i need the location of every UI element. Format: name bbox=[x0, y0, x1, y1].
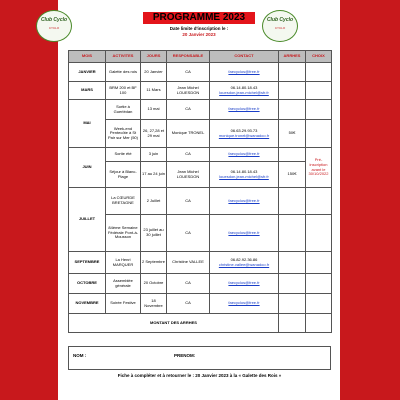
days-cell: 26, 27,28 et 29 mai bbox=[141, 120, 167, 148]
activity-cell: Sortie été bbox=[106, 148, 141, 162]
month-cell: JUIN bbox=[69, 148, 106, 188]
contact-cell bbox=[210, 63, 279, 82]
email-link[interactable]: louesdon.jean-michel@sfr.fr bbox=[219, 173, 269, 179]
table-row bbox=[69, 148, 332, 162]
responsible-cell: Jean Michel LOUESDON bbox=[167, 162, 210, 188]
email-link[interactable]: faecyclos@free.fr bbox=[228, 197, 260, 203]
contact-cell bbox=[210, 188, 279, 215]
responsible-cell: Jean Michel LOUESDON bbox=[167, 82, 210, 100]
phone-number: 06.14.80.18.43 bbox=[230, 84, 258, 90]
month-cell: JANVIER bbox=[69, 63, 106, 82]
contact-cell bbox=[210, 100, 279, 120]
club-logo-left bbox=[36, 10, 72, 42]
month-cell: OCTOBRE bbox=[69, 274, 106, 294]
table-row bbox=[69, 82, 332, 100]
logo-text: Club Cyclo bbox=[40, 17, 68, 23]
table-header bbox=[69, 51, 332, 63]
table-row bbox=[69, 274, 332, 294]
total-row bbox=[69, 314, 332, 333]
table-row bbox=[69, 188, 332, 215]
activity-cell: Galette des rois bbox=[106, 63, 141, 82]
table-row bbox=[69, 63, 332, 82]
table-row bbox=[69, 294, 332, 314]
phone-number: 06.82.92.36.86 bbox=[230, 256, 258, 262]
choix-note: Pré-inscription avant le 30/10/2022 bbox=[306, 148, 332, 188]
choix-input[interactable] bbox=[306, 120, 332, 148]
contact-cell bbox=[210, 294, 279, 314]
arrhes-input[interactable] bbox=[279, 188, 306, 215]
responsible-cell: CA bbox=[167, 274, 210, 294]
nom-label: NOM : bbox=[73, 353, 87, 358]
activity-cell: Week-end Pentecôte à St Pair sur Mer (50) bbox=[106, 120, 141, 148]
days-cell: 2 Juillet bbox=[141, 188, 167, 215]
arrhes-input[interactable] bbox=[279, 63, 306, 82]
header-arrhes: ARRHES bbox=[279, 51, 306, 63]
responsible-cell: Christine VALLEE bbox=[167, 252, 210, 274]
month-cell: SEPTEMBRE bbox=[69, 252, 106, 274]
activity-cell: La CŒURDE BRETAGNE bbox=[106, 188, 141, 215]
responsible-cell: CA bbox=[167, 294, 210, 314]
email-link[interactable]: louesdon.jean-michel@sfr.fr bbox=[219, 89, 269, 95]
activity-cell: La Henri MARQUER bbox=[106, 252, 141, 274]
email-link[interactable]: faecyclos@free.fr bbox=[228, 280, 260, 286]
logo-subtext: CYCLO bbox=[274, 26, 286, 30]
days-cell: 23 juillet au 30 juillet bbox=[141, 215, 167, 252]
total-choix-input[interactable] bbox=[306, 314, 332, 333]
activity-cell: Assemblée générale bbox=[106, 274, 141, 294]
contact-cell bbox=[210, 274, 279, 294]
table-row bbox=[69, 215, 332, 252]
header-jours: JOURS bbox=[141, 51, 167, 63]
responsible-cell: CA bbox=[167, 188, 210, 215]
days-cell: 20 Janvier bbox=[141, 63, 167, 82]
email-link[interactable]: faecyclos@free.fr bbox=[228, 68, 260, 74]
responsible-cell: CA bbox=[167, 148, 210, 162]
choix-input[interactable] bbox=[306, 82, 332, 100]
table-row bbox=[69, 120, 332, 148]
header-activites: ACTIVITES bbox=[106, 51, 141, 63]
email-link[interactable]: faecyclos@free.fr bbox=[228, 229, 260, 235]
contact-cell bbox=[210, 120, 279, 148]
responsible-cell: CA bbox=[167, 100, 210, 120]
days-cell: 20 Octobre bbox=[141, 274, 167, 294]
header-mois: MOIS bbox=[69, 51, 106, 63]
email-link[interactable]: faecyclos@free.fr bbox=[228, 106, 260, 112]
contact-cell bbox=[210, 252, 279, 274]
days-cell: 13 mai bbox=[141, 100, 167, 120]
month-cell: MAI bbox=[69, 100, 106, 148]
total-arrhes-input[interactable] bbox=[279, 314, 306, 333]
month-cell: MARS bbox=[69, 82, 106, 100]
activity-cell: BRM 200 et BF 100 bbox=[106, 82, 141, 100]
month-cell: NOVEMBRE bbox=[69, 294, 106, 314]
days-cell: 18 Novembre bbox=[141, 294, 167, 314]
contact-cell bbox=[210, 162, 279, 188]
contact-cell bbox=[210, 82, 279, 100]
table-row bbox=[69, 100, 332, 120]
email-link[interactable]: faecyclos@free.fr bbox=[228, 151, 260, 157]
choix-input[interactable] bbox=[306, 63, 332, 82]
activity-cell: Soirée Festive bbox=[106, 294, 141, 314]
arrhes-input[interactable] bbox=[279, 100, 306, 120]
contact-cell bbox=[210, 148, 279, 162]
email-link[interactable]: faecyclos@free.fr bbox=[228, 300, 260, 306]
name-field-row bbox=[68, 346, 331, 370]
days-cell: 2 Septembre bbox=[141, 252, 167, 274]
choix-input[interactable] bbox=[306, 215, 332, 252]
responsible-cell: CA bbox=[167, 63, 210, 82]
choix-input[interactable] bbox=[306, 188, 332, 215]
contact-cell bbox=[210, 215, 279, 252]
deadline-date: 20 Janvier 2023 bbox=[182, 32, 216, 37]
arrhes-input[interactable] bbox=[279, 274, 306, 294]
logo-text: Club Cyclo bbox=[266, 17, 294, 23]
activity-cell: 84ème Semaine Fédérale Pont-à-Mousson bbox=[106, 215, 141, 252]
arrhes-input[interactable] bbox=[279, 294, 306, 314]
club-logo-right bbox=[262, 10, 298, 42]
email-link[interactable]: monique.tronel@wanadoo.fr bbox=[218, 132, 270, 138]
email-link[interactable]: christine.vallee@wanadoo.fr bbox=[218, 261, 270, 267]
table-row bbox=[69, 252, 332, 274]
days-cell: 3 juin bbox=[141, 148, 167, 162]
month-cell: JUILLET bbox=[69, 188, 106, 252]
choix-input[interactable] bbox=[306, 294, 332, 314]
days-cell: 11 Mars bbox=[141, 82, 167, 100]
days-cell: 17 au 24 juin bbox=[141, 162, 167, 188]
prenom-label: PRENOM: bbox=[174, 353, 196, 358]
arrhes-input[interactable]: 50€ bbox=[279, 120, 306, 148]
arrhes-input[interactable]: 150€ bbox=[279, 162, 306, 188]
footer-note: Fiche à compléter et à retourner le : 20 Janvier 2023 à la « Galette des Rois » bbox=[117, 373, 282, 378]
choix-input[interactable] bbox=[306, 100, 332, 120]
activity-cell: Séjour à Blanc-Plage bbox=[106, 162, 141, 188]
program-table bbox=[68, 50, 332, 333]
header-responsable: RESPONSABLE bbox=[167, 51, 210, 63]
choix-input[interactable] bbox=[306, 252, 332, 274]
activity-cell: Sortie à Guerlédan bbox=[106, 100, 141, 120]
header-contact: CONTACT bbox=[210, 51, 279, 63]
phone-number: 06.63.29.93.73 bbox=[230, 127, 258, 133]
arrhes-input[interactable] bbox=[279, 82, 306, 100]
arrhes-input[interactable] bbox=[279, 215, 306, 252]
phone-number: 06.14.80.18.43 bbox=[230, 168, 258, 174]
deadline-label: Date limite d'inscription le : bbox=[169, 26, 229, 31]
choix-input[interactable] bbox=[306, 274, 332, 294]
header-choix: CHOIX bbox=[306, 51, 332, 63]
total-label: MONTANT DES ARRHES bbox=[69, 314, 279, 333]
arrhes-input[interactable] bbox=[279, 252, 306, 274]
table-row bbox=[69, 162, 332, 188]
responsible-cell: CA bbox=[167, 215, 210, 252]
page-title: PROGRAMME 2023 bbox=[143, 12, 255, 24]
logo-subtext: CYCLO bbox=[48, 26, 60, 30]
arrhes-input[interactable] bbox=[279, 148, 306, 162]
responsible-cell: Monique TRONEL bbox=[167, 120, 210, 148]
